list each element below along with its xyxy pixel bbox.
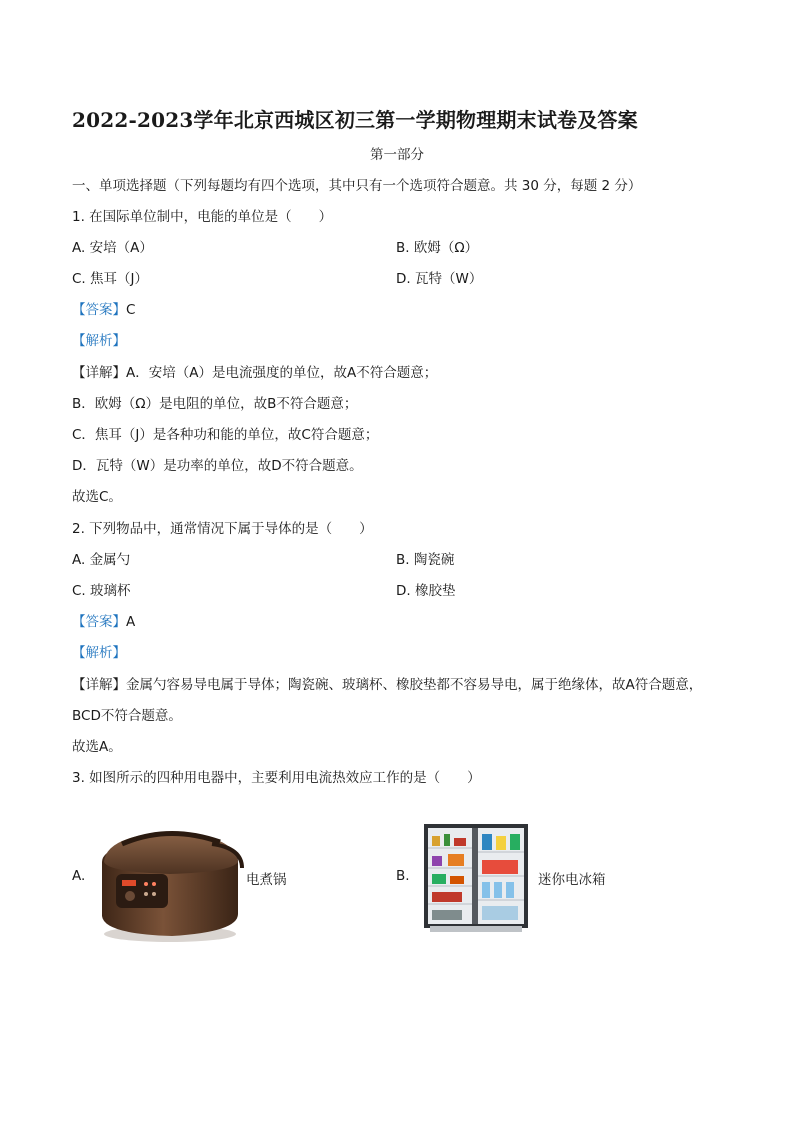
q1-detail-3: C．焦耳（J）是各种功和能的单位，故C符合题意；	[72, 427, 379, 443]
detail-tag: 【详解】	[72, 365, 126, 381]
q3-option-b-letter: B.	[396, 868, 410, 884]
q1-detail-1	[72, 364, 437, 382]
q2-option-d: D. 橡胶垫	[396, 583, 456, 599]
page-title: 2022-2023学年北京西城区初三第一学期物理期末试卷及答案	[72, 108, 638, 132]
answer-tag: 【答案】	[72, 302, 126, 318]
q1-answer	[72, 301, 135, 319]
q3-stem: 3. 如图所示的四种用电器中，主要利用电流热效应工作的是（ ）	[72, 770, 481, 786]
q1-option-d: D. 瓦特（W）	[396, 271, 483, 287]
q1-option-c: C. 焦耳（J）	[72, 271, 148, 287]
part-heading: 第一部分	[370, 147, 424, 163]
q1-stem: 1. 在国际单位制中，电能的单位是（ ）	[72, 209, 333, 225]
q2-option-a: A. 金属勺	[72, 552, 131, 568]
q2-detail-1	[72, 676, 702, 694]
answer-value: C	[126, 302, 136, 318]
q2-option-b: B. 陶瓷碗	[396, 552, 455, 568]
detail-text: 金属勺容易导电属于导体；陶瓷碗、玻璃杯、橡胶垫都不容易导电，属于绝缘体，故A符合题意，	[126, 677, 703, 693]
q1-detail-4: D．瓦特（W）是功率的单位，故D不符合题意。	[72, 458, 363, 474]
detail-text: A．安培（A）是电流强度的单位，故A不符合题意；	[126, 365, 438, 381]
q2-analysis-tag: 【解析】	[72, 645, 126, 661]
q3-option-a-name: 电煮锅	[246, 872, 287, 888]
section-heading: 一、单项选择题（下列每题均有四个选项，其中只有一个选项符合题意。共 30 分，每题 2 分）	[72, 178, 642, 194]
q2-detail-2: BCD不符合题意。	[72, 708, 182, 724]
answer-value: A	[126, 614, 136, 630]
q1-analysis-tag: 【解析】	[72, 333, 126, 349]
q3-option-a-letter: A.	[72, 868, 86, 884]
answer-tag: 【答案】	[72, 614, 126, 630]
q2-conclusion: 故选A。	[72, 739, 122, 755]
q1-detail-2: B．欧姆（Ω）是电阻的单位，故B不符合题意；	[72, 396, 358, 412]
detail-tag: 【详解】	[72, 677, 126, 693]
q2-stem: 2. 下列物品中，通常情况下属于导体的是（ ）	[72, 521, 373, 537]
q1-option-a: A. 安培（A）	[72, 240, 153, 256]
q3-option-b-name: 迷你电冰箱	[538, 872, 606, 888]
q2-option-c: C. 玻璃杯	[72, 583, 131, 599]
q1-option-b: B. 欧姆（Ω）	[396, 240, 479, 256]
q1-conclusion: 故选C。	[72, 489, 122, 505]
mini-fridge-image	[422, 822, 530, 934]
q2-answer	[72, 613, 135, 631]
rice-cooker-image	[92, 822, 246, 944]
